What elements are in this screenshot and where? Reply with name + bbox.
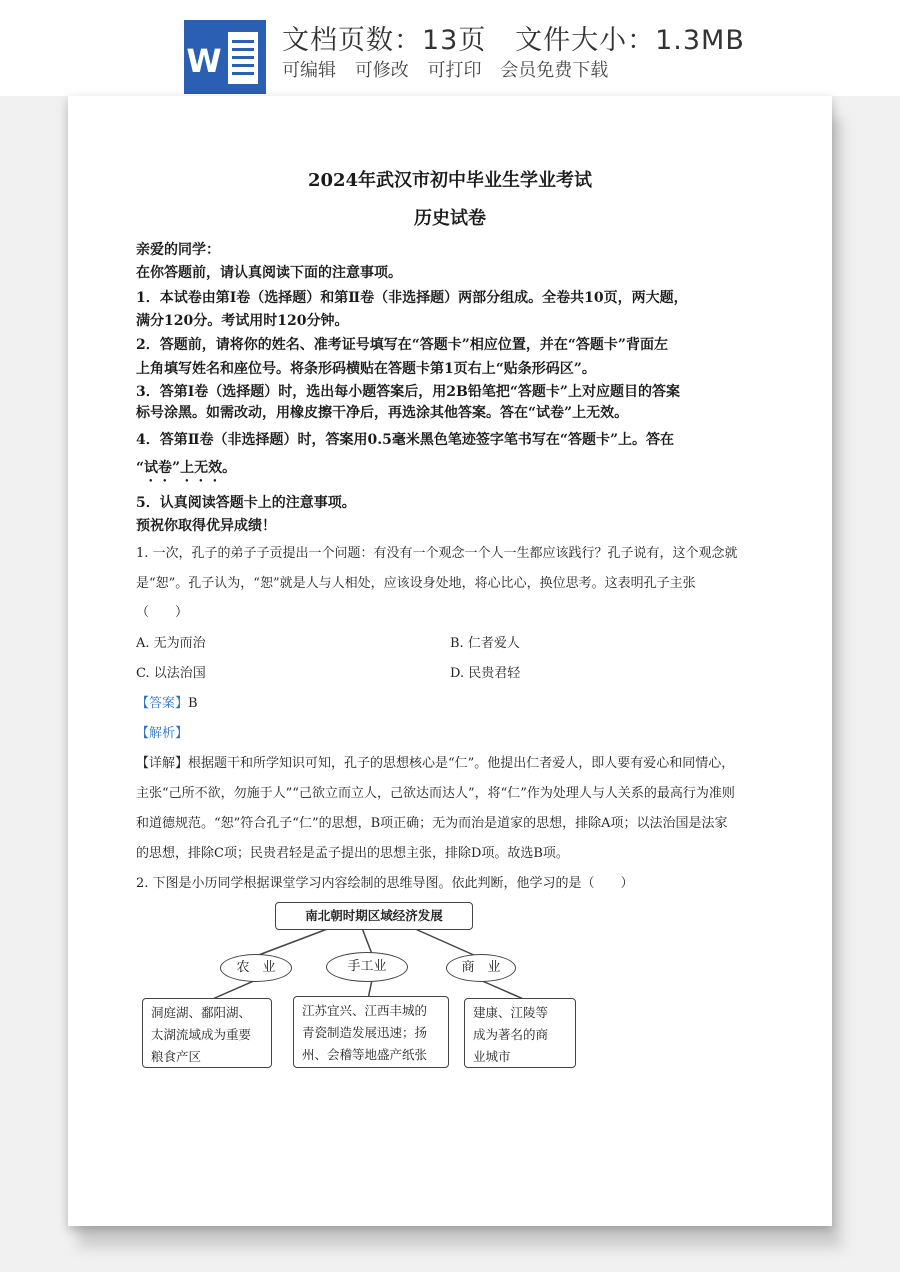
mind-map xyxy=(68,96,832,1226)
handicraft-detail xyxy=(293,996,449,1068)
detail-text: 粮食产区 xyxy=(151,1049,202,1064)
branch-handicraft: 手工业 xyxy=(326,952,408,982)
feature-modifiable: 可修改 xyxy=(354,60,409,81)
detail-text: 建康、江陵等 xyxy=(473,1005,549,1020)
detail-text: 青瓷制造发展迅速；扬 xyxy=(302,1025,428,1040)
option-a: A. 无为而治 xyxy=(136,636,206,651)
intro-line: 在你答题前，请认真阅读下面的注意事项。 xyxy=(136,265,402,281)
note-line: 满分120分。考试用时120分钟。 xyxy=(136,313,349,329)
detail-text: 业城市 xyxy=(473,1049,511,1064)
answer-tag: 【答案】 xyxy=(136,696,189,711)
detail-text: 成为著名的商 xyxy=(473,1027,549,1042)
question-1-stem: 是“恕”。孔子认为，“恕”就是人与人相处，应该设身处地，将心比心，换位思考。这表明孔子主张 xyxy=(136,576,696,591)
question-1-stem: 1. 一次，孔子的弟子子贡提出一个问题：有没有一个观念一个人一生都应该践行？孔子说有，这个观念就 xyxy=(136,546,738,561)
analysis-tag: 【解析】 xyxy=(136,726,189,741)
note-line: 标号涂黑。如需改动，用橡皮擦干净后，再选涂其他答案。答在“试卷”上无效。 xyxy=(136,405,629,421)
detail-text: 江苏宜兴、江西丰城的 xyxy=(302,1003,428,1018)
download-banner xyxy=(0,0,900,96)
exam-subtitle: 历史试卷 xyxy=(414,208,486,229)
feature-member-download: 会员免费下载 xyxy=(500,60,609,81)
file-info-title: 文档页数：13页 文件大小：1.3MB xyxy=(282,25,745,56)
detail-line: 的思想，排除C项；民贵君轻是孟子提出的思想主张，排除D项。故选B项。 xyxy=(136,846,569,861)
feature-printable: 可打印 xyxy=(427,60,482,81)
detail-line: 和道德规范。“恕”符合孔子“仁”的思想，B项正确；无为而治是道家的思想，排除A项；以法治国是法家 xyxy=(136,816,728,831)
note-line: 3．答第Ⅰ卷（选择题）时，选出每小题答案后，用2B铅笔把“答题卡”上对应题目的答案 xyxy=(136,384,680,400)
word-document-icon xyxy=(184,20,266,94)
svg-text:W: W xyxy=(186,42,222,80)
detail-text: 洞庭湖、鄱阳湖、 xyxy=(151,1005,252,1020)
detail-text: 州、会稽等地盛产纸张 xyxy=(302,1047,428,1062)
commerce-detail xyxy=(464,998,576,1068)
greeting: 亲爱的同学： xyxy=(136,242,220,258)
feature-editable: 可编辑 xyxy=(282,60,336,81)
note-line: 上角填写姓名和座位号。将条形码横贴在答题卡第1页右上“贴条形码区”。 xyxy=(136,361,596,377)
question-1-blank: （ ） xyxy=(136,605,189,620)
note-line: “试卷”上无效。 xyxy=(136,460,237,476)
exam-title: 2024年武汉市初中毕业生学业考试 xyxy=(307,170,593,191)
mind-map-root: 南北朝时期区域经济发展 xyxy=(275,902,473,930)
note-line: 4．答第Ⅱ卷（非选择题）时，答案用0.5毫米黑色笔迹签字笔书写在“答题卡”上。答在 xyxy=(136,432,674,448)
document-page xyxy=(68,96,832,1226)
option-d: D. 民贵君轻 xyxy=(450,666,521,681)
answer-value: B xyxy=(188,696,198,711)
detail-text: 太湖流域成为重要 xyxy=(151,1027,252,1042)
question-2-stem: 2. 下图是小历同学根据课堂学习内容绘制的思维导图。依此判断，他学习的是（ ） xyxy=(136,876,634,891)
branch-commerce: 商 业 xyxy=(446,954,516,982)
option-c: C. 以法治国 xyxy=(136,666,206,681)
note-line: 1．本试卷由第Ⅰ卷（选择题）和第Ⅱ卷（非选择题）两部分组成。全卷共10页，两大题， xyxy=(136,290,688,306)
branch-agriculture: 农 业 xyxy=(220,954,292,982)
note-line: 2．答题前，请将你的姓名、准考证号填写在“答题卡”相应位置，并在“答题卡”背面左 xyxy=(136,337,668,353)
closing-wish: 预祝你取得优异成绩！ xyxy=(136,518,276,534)
detail-line: 主张“己所不欲，勿施于人”“己欲立而立人，己欲达而达人”，将“仁”作为处理人与人关系的最高行为准则 xyxy=(136,786,735,801)
feature-list xyxy=(282,56,617,82)
detail-line: 【详解】根据题干和所学知识可知，孔子的思想核心是“仁”。他提出仁者爱人，即人要有爱心和同情心， xyxy=(136,756,735,771)
agriculture-detail xyxy=(142,998,272,1068)
option-b: B. 仁者爱人 xyxy=(450,636,520,651)
note-line: 5．认真阅读答题卡上的注意事项。 xyxy=(136,495,356,511)
